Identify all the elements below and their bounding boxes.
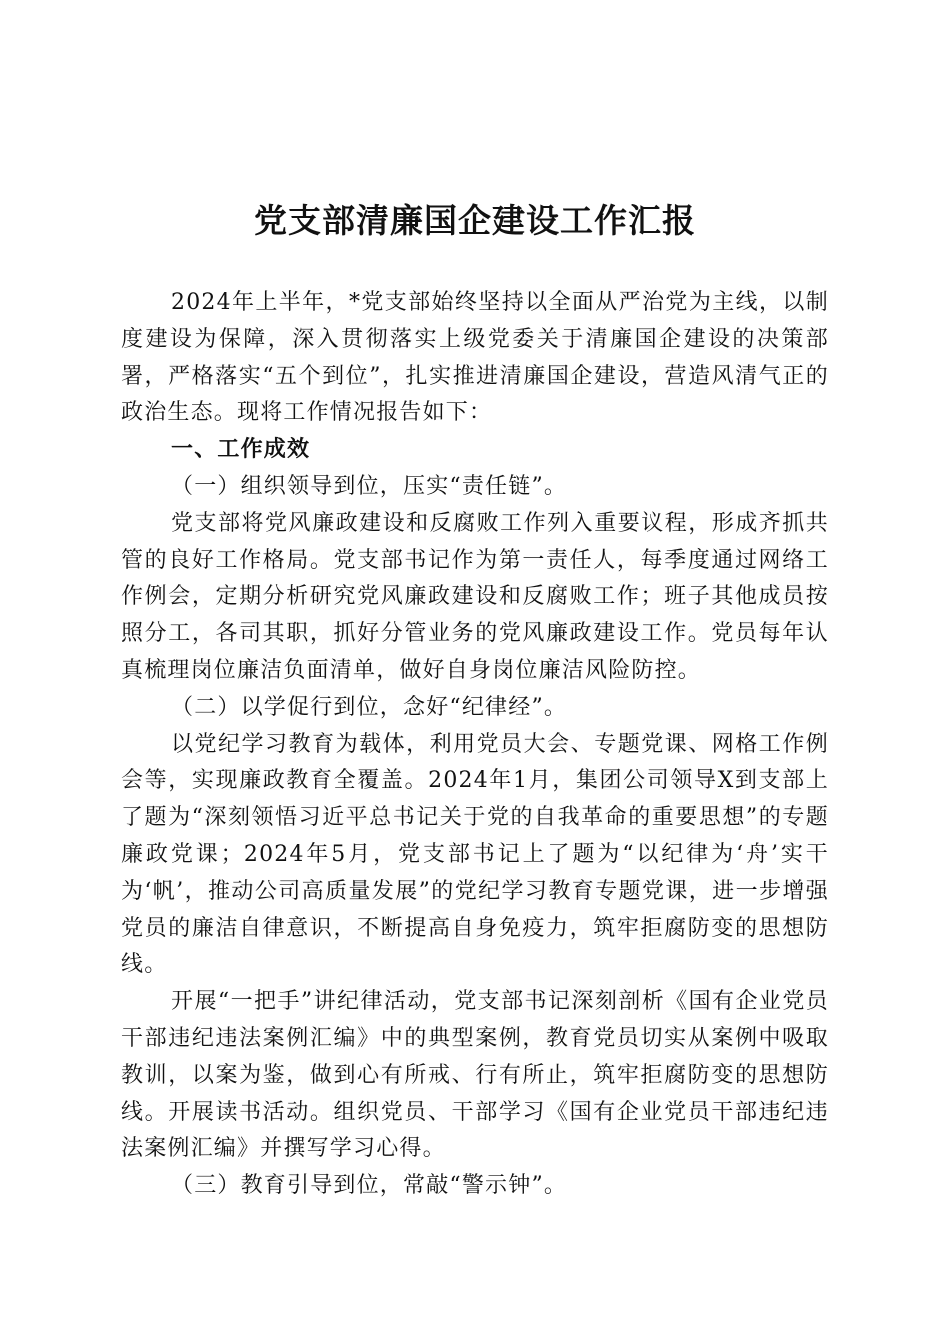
body-paragraph-organization: 党支部将党风廉政建设和反腐败工作列入重要议程，形成齐抓共管的良好工作格局。党支部书记作为第一责任人，每季度通过网络工作例会，定期分析研究党风廉政建设和反腐败工作；班子其他成员按照分工，各司其职，抓好分管业务的党风廉政建设工作。党员每年认真梳理岗位廉洁负面清单，做好自身岗位廉洁风险防控。 (121, 510, 829, 683)
document-body (121, 285, 829, 1205)
subheading-organization: （一）组织领导到位，压实“责任链”。 (171, 473, 568, 499)
document-title: 党支部清廉国企建设工作汇报 (254, 201, 696, 240)
subheading-learning: （二）以学促行到位，念好“纪律经”。 (171, 694, 568, 720)
intro-paragraph: 2024年上半年，*党支部始终坚持以全面从严治党为主线，以制度建设为保障，深入贯彻落实上级党委关于清廉国企建设的决策部署，严格落实“五个到位”，扎实推进清廉国企建设，营造风清气正的政治生态。现将工作情况报告如下： (121, 290, 829, 426)
body-paragraph-leader-lecture: 开展“一把手”讲纪律活动，党支部书记深刻剖析《国有企业党员干部违纪违法案例汇编》中的典型案例，教育党员切实从案例中吸取教训，以案为鉴，做到心有所戒、行有所止，筑牢拒腐防变的思想防线。开展读书活动。组织党员、干部学习《国有企业党员干部违纪违法案例汇编》并撰写学习心得。 (121, 989, 829, 1162)
body-paragraph-learning: 以党纪学习教育为载体，利用党员大会、专题党课、网格工作例会等，实现廉政教育全覆盖。2024年1月，集团公司领导X到支部上了题为“深刻领悟习近平总书记关于党的自我革命的重要思想”的专题廉政党课；2024年5月，党支部书记上了题为“以纪律为‘舟’实干为‘帆’，推动公司高质量发展”的党纪学习教育专题党课，进一步增强党员的廉洁自律意识，不断提高自身免疫力，筑牢拒腐防变的思想防线。 (121, 731, 829, 978)
subheading-education: （三）教育引导到位，常敲“警示钟”。 (171, 1173, 568, 1199)
section-heading-achievements: 一、工作成效 (171, 437, 311, 463)
